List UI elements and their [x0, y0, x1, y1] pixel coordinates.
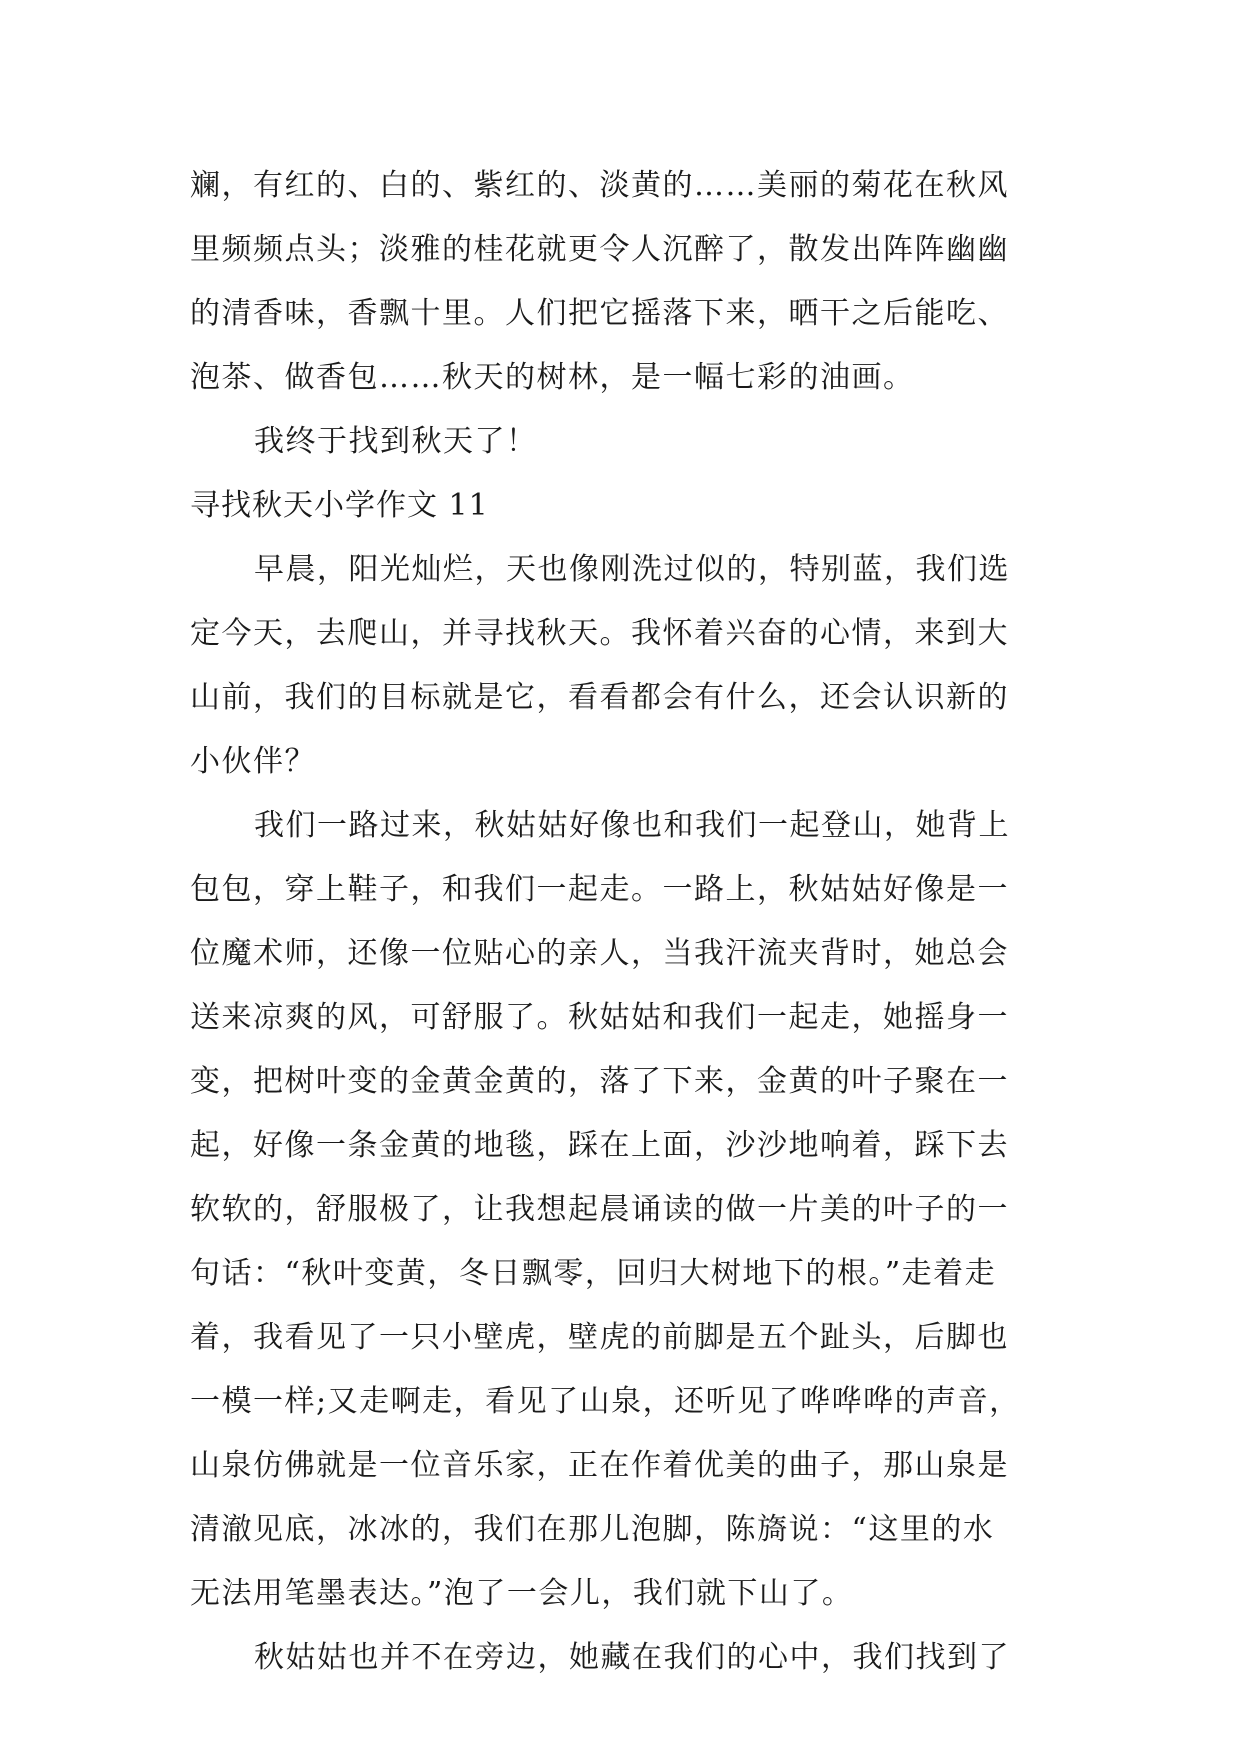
text-line: 无法用笔墨表达。”泡了一会儿，我们就下山了。	[190, 1576, 854, 1611]
text-line: 送来凉爽的风，可舒服了。秋姑姑和我们一起走，她摇身一	[190, 1000, 1009, 1035]
text-line: 定今天，去爬山，并寻找秋天。我怀着兴奋的心情，来到大	[190, 616, 1009, 651]
text-line: 软软的，舒服极了，让我想起晨诵读的做一片美的叶子的一	[190, 1192, 1009, 1227]
text-line: 山前，我们的目标就是它，看看都会有什么，还会认识新的	[190, 680, 1009, 715]
text-line: 斓，有红的、白的、紫红的、淡黄的……美丽的菊花在秋风	[190, 168, 1009, 203]
text-line: 变，把树叶变的金黄金黄的，落了下来，金黄的叶子聚在一	[190, 1064, 1009, 1099]
text-line: 清澈见底，冰冰的，我们在那儿泡脚，陈旖说：“这里的水	[190, 1512, 995, 1547]
text-line: 的清香味，香飘十里。人们把它摇落下来，晒干之后能吃、	[190, 296, 1009, 331]
text-line: 山泉仿佛就是一位音乐家，正在作着优美的曲子，那山泉是	[190, 1448, 1009, 1483]
text-line: 起，好像一条金黄的地毯，踩在上面，沙沙地响着，踩下去	[190, 1128, 1009, 1163]
section-title: 寻找秋天小学作文 11	[190, 488, 489, 523]
text-line: 着，我看见了一只小壁虎，壁虎的前脚是五个趾头，后脚也	[190, 1320, 1009, 1355]
text-line: 泡茶、做香包……秋天的树林，是一幅七彩的油画。	[190, 360, 915, 395]
text-line: 早晨，阳光灿烂，天也像刚洗过似的，特别蓝，我们选	[254, 552, 1010, 587]
text-line: 里频频点头；淡雅的桂花就更令人沉醉了，散发出阵阵幽幽	[190, 232, 1009, 267]
text-line: 一模一样;又走啊走，看见了山泉，还听见了哗哗哗的声音，	[190, 1384, 1021, 1419]
closing-sentence: 我终于找到秋天了！	[254, 424, 538, 459]
text-line: 小伙伴？	[190, 744, 316, 779]
text-line: 句话：“秋叶变黄，冬日飘零，回归大树地下的根。”走着走	[190, 1256, 997, 1291]
text-line: 位魔术师，还像一位贴心的亲人，当我汗流夹背时，她总会	[190, 936, 1009, 971]
text-line: 秋姑姑也并不在旁边，她藏在我们的心中，我们找到了	[254, 1640, 1010, 1675]
text-line: 包包，穿上鞋子，和我们一起走。一路上，秋姑姑好像是一	[190, 872, 1009, 907]
text-line: 我们一路过来，秋姑姑好像也和我们一起登山，她背上	[254, 808, 1010, 843]
document-body	[190, 154, 1050, 1690]
